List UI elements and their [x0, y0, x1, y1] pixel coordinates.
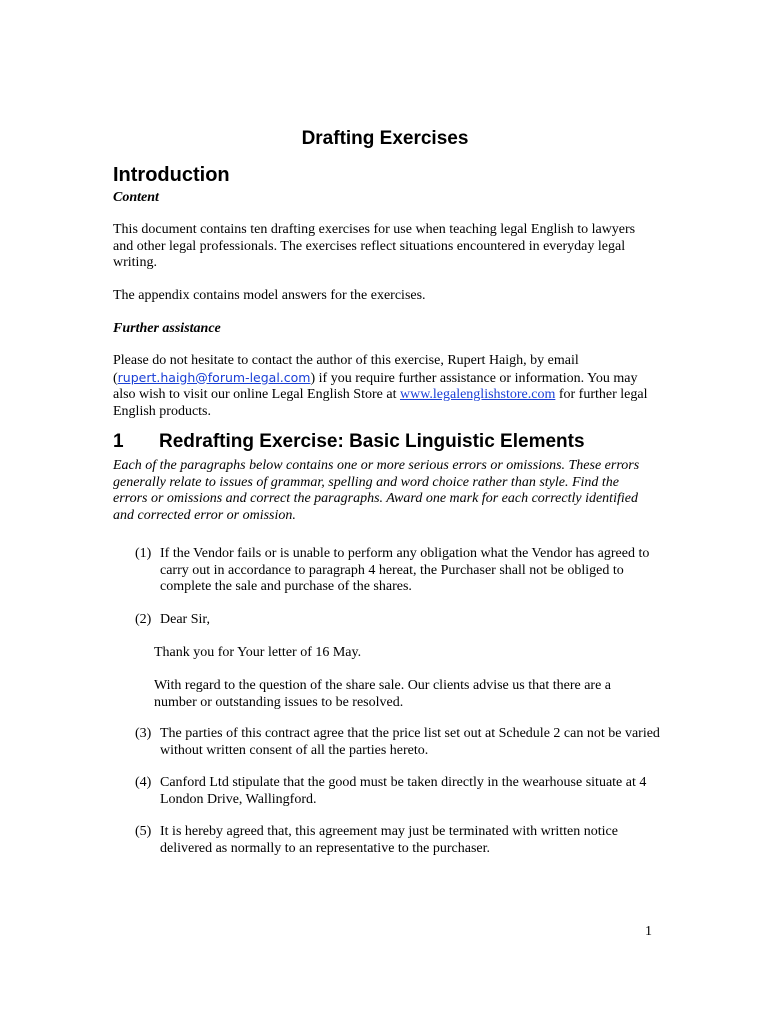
exercise-item-1	[135, 546, 660, 596]
exercise-item-4	[135, 775, 660, 808]
exercise-item-2	[135, 612, 660, 629]
item-number: (4)	[135, 775, 152, 790]
item-text: The parties of this contract agree that the price list set out at Schedule 2 can not be varied without written consent of all the parties hereto.	[160, 726, 660, 758]
exercise-item-2-line-3: With regard to the question of the share sale. Our clients advise us that there are a number or outstanding issues to be resolved.	[154, 678, 611, 710]
further-assistance-subheading: Further assistance	[113, 321, 221, 336]
author-email-link[interactable]: rupert.haigh@forum-legal.com	[117, 369, 311, 385]
exercise-item-3	[135, 726, 660, 759]
intro-paragraph-2: The appendix contains model answers for the exercises.	[113, 288, 426, 303]
contact-text-1: Please do not hesitate to contact the author of this exercise, Rupert Haigh, by email (	[113, 353, 579, 386]
exercise-item-5	[135, 824, 660, 857]
item-number: (5)	[135, 824, 152, 839]
page-number: 1	[645, 924, 652, 939]
store-website-link[interactable]: www.legalenglishstore.com	[399, 387, 556, 402]
content-subheading: Content	[113, 190, 159, 205]
intro-paragraph-1: This document contains ten drafting exercises for use when teaching legal English to lawyers and other legal professionals. The exercises reflect situations encountered in everyday legal writing.	[113, 222, 636, 270]
document-title: Drafting Exercises	[301, 128, 469, 149]
contact-text-2: ) if you require further assistance or information. You may also wish to visit our online Legal English Store at	[113, 370, 638, 402]
section-title: Redrafting Exercise: Basic Linguistic Elements	[159, 431, 585, 452]
item-text: Dear Sir,	[160, 612, 210, 627]
section-1-instructions: Each of the paragraphs below contains one or more serious errors or omissions. These errors generally relate to issues of grammar, spelling and word choice rather than style. Find the errors or omissions and correct the paragraphs. Award one mark for each correctly identified and corrected error or omission.	[113, 458, 640, 523]
contact-text-3: for further legal English products.	[113, 387, 648, 419]
contact-paragraph	[113, 353, 653, 420]
section-number: 1	[113, 431, 124, 452]
item-number: (3)	[135, 726, 152, 741]
introduction-heading: Introduction	[113, 164, 230, 186]
item-number: (1)	[135, 546, 152, 561]
item-text: Canford Ltd stipulate that the good must be taken directly in the wearhouse situate at 4 London Drive, Wallingford.	[160, 775, 647, 807]
section-1-heading	[113, 431, 585, 453]
item-number: (2)	[135, 612, 152, 627]
item-text: It is hereby agreed that, this agreement may just be terminated with written notice delivered as normally to an representative to the purchaser.	[160, 824, 618, 856]
item-text: If the Vendor fails or is unable to perform any obligation what the Vendor has agreed to carry out in accordance to paragraph 4 hereat, the Purchaser shall not be obliged to complete the sale and purchase of the shares.	[160, 546, 650, 594]
exercise-item-2-line-2: Thank you for Your letter of 16 May.	[154, 645, 362, 660]
